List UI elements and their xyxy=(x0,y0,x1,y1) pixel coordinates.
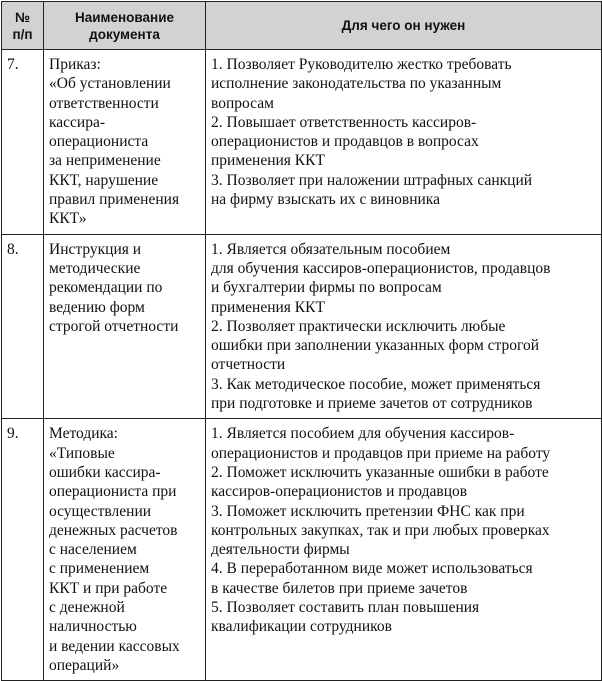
header-purpose xyxy=(206,2,602,50)
purpose-line: применения ККТ xyxy=(211,152,325,170)
row-number-cell xyxy=(2,234,44,419)
document-name-line: Приказ: xyxy=(49,56,101,73)
header-number-line: № xyxy=(14,9,31,25)
purpose-line: операционистов и продавцов в вопросах xyxy=(211,133,479,151)
purpose-line: квалификации сотрудников xyxy=(211,618,392,636)
document-name-line: «Типовые xyxy=(49,444,115,462)
purpose-line: деятельности фирмы xyxy=(211,541,350,559)
purpose-line: и бухгалтерии фирмы по вопросам xyxy=(211,279,442,297)
purpose-line: для обучения кассиров-операционистов, продавцов xyxy=(211,259,551,277)
table-row xyxy=(2,50,602,235)
purpose-line: 1. Является пособием для обучения кассиров- xyxy=(211,425,515,443)
row-number-cell xyxy=(2,50,44,235)
document-name-line: наличностью xyxy=(49,618,137,636)
purpose-line: в качестве билетов при приеме зачетов xyxy=(211,579,468,597)
document-name-line: с применением xyxy=(49,560,150,578)
document-name-line: осуществлении xyxy=(49,502,152,520)
purpose-line: 1. Позволяет Руководителю жестко требовать xyxy=(211,56,512,73)
header-document-name xyxy=(44,2,206,50)
document-name-line: ККТ и при работе xyxy=(49,579,168,597)
document-name-line: правил применения xyxy=(49,191,180,209)
document-name-line: денежных расчетов xyxy=(49,521,178,539)
purpose-line: кассиров-операционистов и продавцов xyxy=(211,483,468,501)
purpose-line: 3. Позволяет при наложении штрафных санкций xyxy=(211,171,533,189)
table-row xyxy=(2,419,602,681)
header-number xyxy=(2,2,44,50)
purpose-cell xyxy=(206,234,602,419)
document-name-cell xyxy=(44,419,206,681)
purpose-line: 4. В переработанном виде может использоваться xyxy=(211,560,533,578)
document-name-line: и ведении кассовых xyxy=(49,637,180,655)
document-table xyxy=(1,1,602,681)
purpose-cell xyxy=(206,419,602,681)
purpose-line: отчетности xyxy=(211,356,286,374)
row-number: 9. xyxy=(7,425,19,443)
document-name-line: Методика: xyxy=(49,425,118,443)
purpose-line: применения ККТ xyxy=(211,298,325,316)
purpose-line: 2. Позволяет практически исключить любые xyxy=(211,317,506,335)
header-number-line: п/п xyxy=(12,26,33,42)
table-row xyxy=(2,234,602,419)
row-number: 7. xyxy=(7,56,19,73)
row-number: 8. xyxy=(7,240,19,258)
document-name-line: операциониста при xyxy=(49,483,177,501)
document-name-line: кассира- xyxy=(49,113,106,131)
document-name-line: ошибки кассира- xyxy=(49,463,161,481)
row-number-cell xyxy=(2,419,44,681)
document-name-line: Инструкция и xyxy=(49,240,142,258)
document-name-line: за неприменение xyxy=(49,152,161,170)
header-name-line: Наименование xyxy=(74,9,175,25)
document-name-line: ответственности xyxy=(49,94,159,112)
purpose-cell xyxy=(206,50,602,235)
purpose-line: 3. Поможет исключить претензии ФНС как при xyxy=(211,502,525,520)
document-name-line: операциониста xyxy=(49,133,149,151)
purpose-line: ошибки при заполнении указанных форм строгой xyxy=(211,337,539,355)
document-name-line: операций» xyxy=(49,656,120,674)
document-name-line: «Об установлении xyxy=(49,75,171,93)
purpose-line: 5. Позволяет составить план повышения xyxy=(211,599,480,617)
purpose-line: вопросам xyxy=(211,94,274,112)
purpose-line: 2. Поможет исключить указанные ошибки в работе xyxy=(211,463,549,481)
header-name-line: документа xyxy=(89,26,160,42)
document-name-line: с населением xyxy=(49,541,137,559)
document-name-cell xyxy=(44,234,206,419)
purpose-line: операционистов и продавцов при приеме на работу xyxy=(211,444,551,462)
purpose-line: при подготовке и приеме зачетов от сотрудников xyxy=(211,395,533,413)
document-name-line: ведению форм xyxy=(49,298,145,316)
document-name-line: ККТ, нарушение xyxy=(49,171,159,189)
purpose-line: 1. Является обязательным пособием xyxy=(211,240,451,258)
purpose-line: на фирму взыскать их с виновника xyxy=(211,191,440,209)
purpose-line: исполнение законодательства по указанным xyxy=(211,75,502,93)
header-row xyxy=(2,2,602,50)
purpose-line: контрольных закупках, так и при любых проверках xyxy=(211,521,550,539)
purpose-line: 3. Как методическое пособие, может применяться xyxy=(211,375,541,393)
header-purpose-label: Для чего он нужен xyxy=(341,18,466,33)
document-name-cell xyxy=(44,50,206,235)
document-name-line: методические xyxy=(49,259,141,277)
document-name-line: ККТ» xyxy=(49,210,87,228)
document-name-line: с денежной xyxy=(49,599,125,617)
purpose-line: 2. Повышает ответственность кассиров- xyxy=(211,113,477,131)
document-name-line: рекомендации по xyxy=(49,279,163,297)
document-name-line: строгой отчетности xyxy=(49,317,179,335)
